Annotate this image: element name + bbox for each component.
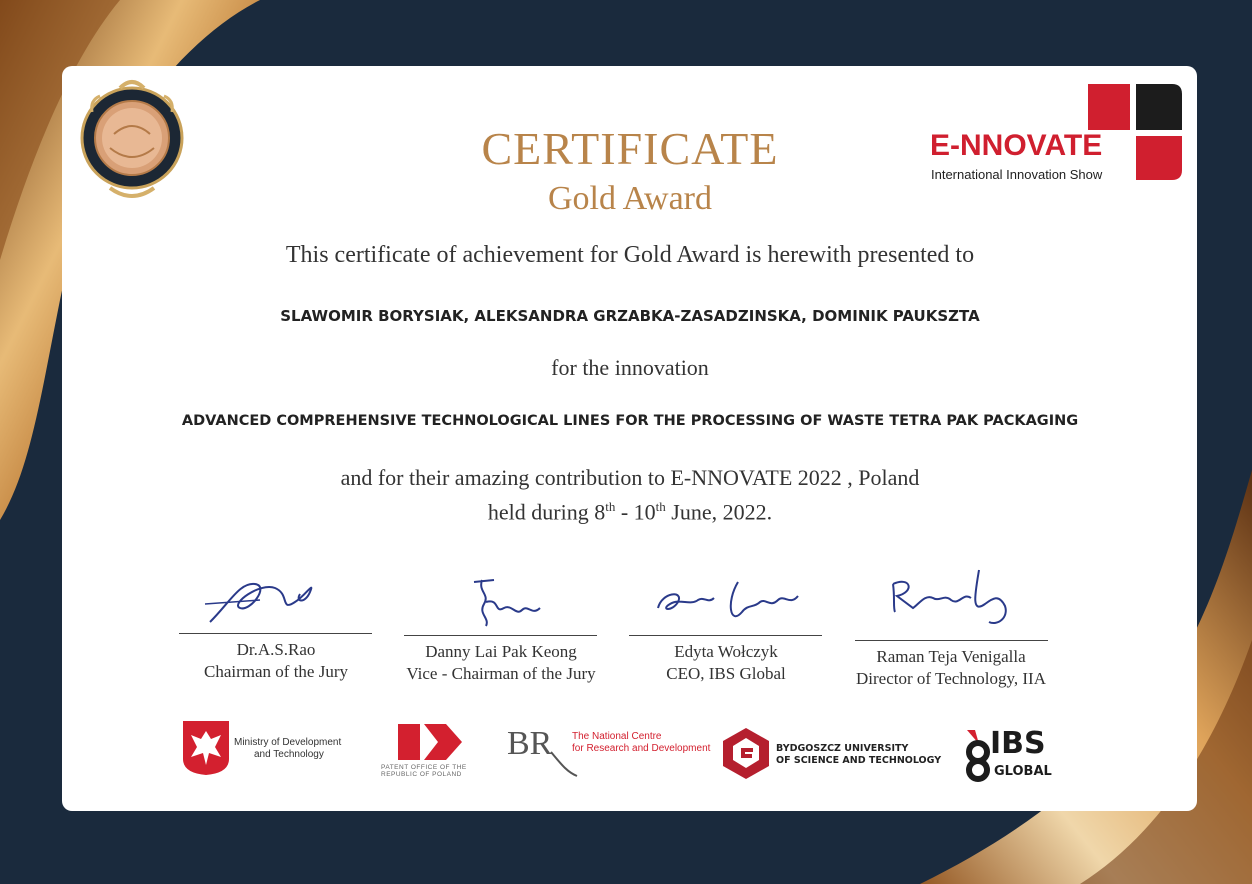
signature-rao — [200, 572, 330, 632]
patent-office-label: PATENT OFFICE OF THE REPUBLIC OF POLAND — [381, 764, 467, 778]
ncbr-logo — [505, 724, 581, 780]
gold-medal-emblem — [80, 74, 184, 214]
event-dates-line: held during 8th - 10th June, 2022. — [487, 499, 773, 525]
bydgoszcz-university-label: BYDGOSZCZ UNIVERSITY OF SCIENCE AND TECHNOLOGY — [776, 743, 942, 766]
signature-line-4 — [855, 640, 1048, 641]
signatory-role: Director of Technology, IIA — [856, 669, 1046, 688]
signatory-name: Dr.A.S.Rao — [236, 640, 316, 659]
polish-eagle-emblem — [181, 719, 231, 777]
signatory-4 — [836, 646, 1066, 690]
innovation-title: ADVANCED COMPREHENSIVE TECHNOLOGICAL LINES FOR THE PROCESSING OF WASTE TETRA PAK PACKAGING — [181, 413, 1079, 429]
signatory-role: Chairman of the Jury — [204, 662, 348, 681]
signature-edyta — [650, 572, 810, 632]
signatory-name: Edyta Wołczyk — [674, 642, 778, 661]
ibs-logo-text: IBS — [990, 726, 1046, 761]
signatory-role: Vice - Chairman of the Jury — [406, 664, 596, 683]
award-subtitle: Gold Award — [547, 180, 713, 217]
patent-office-logo — [398, 722, 464, 762]
svg-text:BR: BR — [507, 725, 553, 762]
signatory-1 — [176, 639, 376, 683]
ibs-global-label: GLOBAL — [994, 764, 1052, 779]
presentation-statement: This certificate of achievement for Gold Award is herewith presented to — [285, 242, 975, 268]
ministry-label: Ministry of Development and Technology — [234, 737, 342, 760]
signatory-role: CEO, IBS Global — [666, 664, 786, 683]
bydgoszcz-university-logo — [721, 726, 771, 780]
ncbr-label: The National Centre for Research and Development — [572, 731, 711, 754]
for-innovation-label: for the innovation — [551, 355, 709, 380]
signature-line-1 — [179, 633, 372, 634]
signature-line-2 — [404, 635, 597, 636]
signatory-name: Danny Lai Pak Keong — [425, 642, 577, 661]
signature-line-3 — [629, 635, 822, 636]
signatory-name: Raman Teja Venigalla — [876, 647, 1026, 666]
ennovate-logo-tagline: International Innovation Show — [931, 167, 1103, 182]
contribution-line: and for their amazing contribution to E-NNOVATE 2022 , Poland — [340, 465, 920, 490]
ibs-global-mark — [963, 728, 993, 782]
signature-raman — [885, 564, 1015, 634]
certificate-title: CERTIFICATE — [481, 123, 779, 174]
ennovate-logo-text: E-NNOVATE — [930, 129, 1103, 162]
signatory-2 — [386, 641, 616, 685]
signatory-3 — [626, 641, 826, 685]
contribution-statement — [120, 463, 1140, 526]
recipient-names: SLAWOMIR BORYSIAK, ALEKSANDRA GRZABKA-ZASADZINSKA, DOMINIK PAUKSZTA — [280, 307, 980, 325]
signature-danny — [460, 572, 550, 632]
